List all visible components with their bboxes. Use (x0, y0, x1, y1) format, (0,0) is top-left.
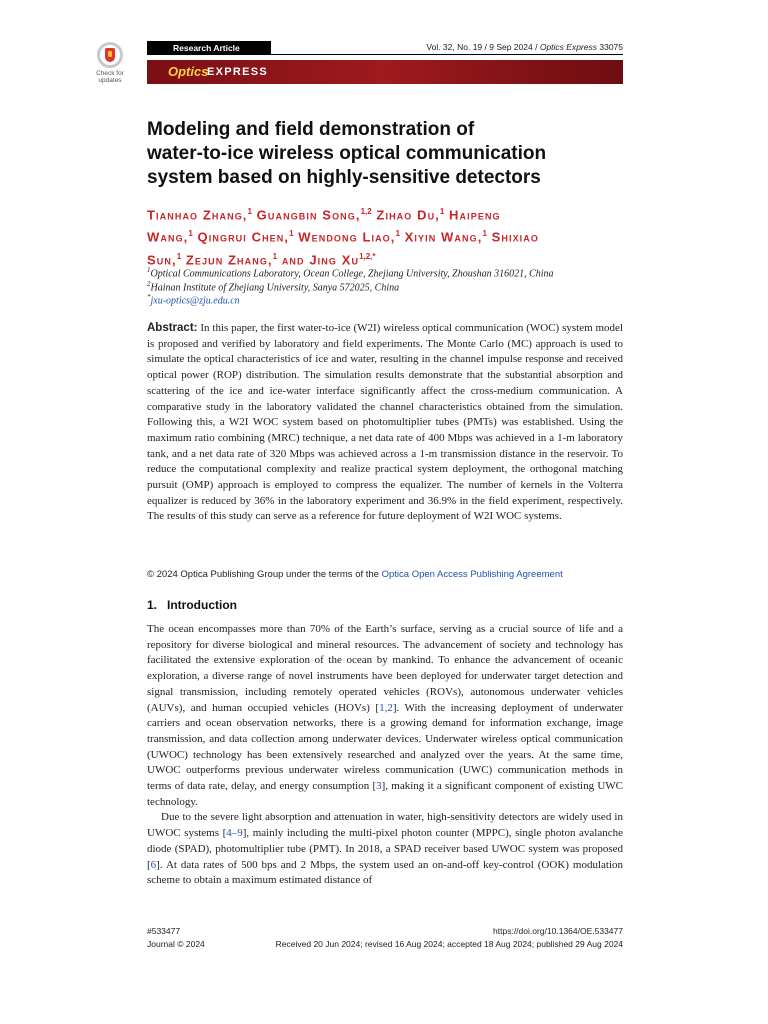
author-affil-mark: 1 (176, 251, 182, 261)
section-heading (147, 598, 237, 612)
affiliation-text: Optical Communications Laboratory, Ocean College, Zhejiang University, Zhoushan 316021, China (150, 268, 554, 280)
affiliation-mark: 1 (147, 266, 151, 274)
citation-link[interactable]: 6 (150, 858, 157, 871)
volume-info (426, 42, 623, 52)
open-access-link[interactable]: Optica Open Access Publishing Agreement (381, 569, 563, 580)
volume-text: Vol. 32, No. 19 / 9 Sep 2024 / (426, 42, 538, 52)
text-run: ]. With the increasing deployment of underwater carriers and ocean observation networks, there is a growing demand for information exchange, image transmission, and data collection among underwater devices. Underwater wireless optical communication (UWOC) technology has been extensively researched and analyzed over the years. At the same time, UWOC outperforms previous underwater wireless communication (UWC) communication methods in terms of data rate, delay, and energy consumption [ (147, 701, 623, 793)
citation-link[interactable]: 3 (376, 780, 382, 793)
copyright-line (147, 569, 627, 580)
logo-optics: Optics (168, 64, 209, 79)
title-line: Modeling and field demonstration of (147, 119, 475, 140)
author-affil-mark: 1 (188, 229, 193, 239)
text-run: ], mainly including the multi-pixel photon counter (MPPC), single photon avalanche diode (SPAD), photomultiplier tube (PMT). In 2018, a SPAD receiver based UWOC system was proposed [ (147, 827, 624, 871)
author-name: Shixiao (486, 229, 539, 245)
logo-express: EXPRESS (207, 66, 269, 78)
author-name: Wendong Liao, (293, 229, 396, 245)
section-number: 1. (147, 598, 158, 612)
section-title: Introduction (167, 598, 237, 612)
paragraph (147, 622, 623, 810)
author-affil-mark: 1 (482, 229, 487, 239)
abstract (147, 321, 623, 525)
text-run: ]. At data rates of 500 bps and 2 Mbps, the system used an on-and-off key-control (OOK) modulation scheme to obtain a maximum estimated distance of (147, 858, 623, 887)
journal-copyright: Journal © 2024 (147, 938, 205, 949)
author-name: Sun, (147, 251, 177, 267)
article-title (147, 118, 627, 190)
author-name: Haipeng (444, 207, 501, 223)
affiliation-text: Hainan Institute of Zhejiang University, Sanya 572025, China (150, 282, 400, 294)
author-affil-mark: 1 (272, 251, 278, 261)
email-link[interactable]: jxu-optics@zju.edu.cn (150, 295, 240, 307)
doi-link[interactable]: https://doi.org/10.1364/OE.533477 (493, 926, 623, 936)
citation-link[interactable]: 4–9 (226, 827, 243, 840)
header-strip (147, 41, 623, 55)
affiliation-mark: * (147, 293, 151, 301)
title-line: water-to-ice wireless optical communication (147, 143, 547, 164)
paragraph (147, 810, 623, 889)
badge-text-line2: updates (98, 77, 122, 84)
author-name: Wang, (147, 229, 189, 245)
author-name: Qingrui Chen, (192, 229, 290, 245)
citation-link[interactable]: 1,2 (379, 701, 393, 714)
author-affil-mark: 1 (289, 229, 294, 239)
author-affil-mark: 1,2 (360, 207, 372, 216)
text-run: The ocean encompasses more than 70% of the Earth’s surface, serving as a crucial source of life and a repository for diverse biological and mineral resources. The advancement of society and technology has facilitated the extensive exploration of the ocean by mankind. To enhance the advancement of oceanic exploration, a diverse range of novel instruments have been deployed for underwater target detection and signal transmission, including remotely operated vehicles (ROVs), autonomous underwater vehicles (AUVs), and human occupied vehicles (HOVs) [ (147, 623, 623, 714)
abstract-text: In this paper, the first water-to-ice (W2I) wireless optical communication (WOC) system model is proposed and verified by laboratory and field experiments. The Monte Carlo (MC) approach is used to simulate the optical characteristics of ice and water, resulting in the channel impulse response and received optical power (ROP) distribution. The simulation results demonstrate that the substantial absorption and scattering of the ice and ice-water interface significantly affect the cross-medium communication. A comparative study in the laboratory validated the channel characteristics obtained from the simulation. Following this, a W2I WOC system based on photomultiplier tubes (PMTs) was established. Using the maximum ratio combining (MRC) technique, a net data rate of 400 Mbps was achieved in a 1-m laboratory tank, and a net data rate of 320 Mbps was achieved across a 1-m transmission distance in the reservoir. To reduce the computational complexity and realize practical system deployment, the orthogonal matching pursuit (OMP) approach is employed to compress the equalizer. The number of kernels in the Volterra equalizer is reduced by 36% in the laboratory experiment and 36.9% in the field experiment, respectively. The results of this study can serve as a reference for future deployment of W2I WOC systems. (147, 322, 623, 523)
author-affil-mark: 1 (247, 207, 252, 216)
author-name: Zejun Zhang, (181, 251, 273, 267)
page-number: 33075 (599, 42, 623, 52)
body-text (147, 622, 623, 889)
text-run: Due to the severe light absorption and attenuation in water, high-sensitivity detectors are widely used in UWOC systems [ (147, 811, 623, 840)
badge-text-line1: Check for (96, 70, 124, 77)
author-name: Guangbin Song, (251, 207, 361, 223)
copyright-text: © 2024 Optica Publishing Group under the terms of the (147, 569, 379, 580)
author-affil-mark: 1 (395, 229, 400, 239)
author-affil-mark: 1 (439, 207, 445, 216)
check-for-updates-icon (97, 42, 123, 68)
author-list (147, 202, 627, 269)
journal-logo-bar (147, 60, 623, 84)
text-run: ], making it a significant component of existing UWC technology. (147, 780, 623, 808)
header-rule (271, 54, 623, 55)
author-name: and Jing Xu (277, 251, 360, 267)
article-type-label: Research Article (147, 41, 271, 55)
corresponding-email (147, 291, 627, 307)
title-line: system based on highly-sensitive detectors (147, 167, 541, 188)
journal-name: Optics Express (539, 42, 597, 52)
check-for-updates-badge[interactable] (90, 42, 130, 90)
article-id: #533477 (147, 926, 181, 936)
author-name: Xiyin Wang, (399, 229, 483, 245)
author-name: Tianhao Zhang, (147, 207, 248, 223)
page-footer (147, 925, 623, 951)
affiliation-mark: 2 (147, 280, 151, 288)
author-affil-mark: 1,2,* (359, 251, 376, 261)
author-name: Zihao Du, (371, 207, 440, 223)
abstract-label: Abstract: (147, 322, 198, 334)
publication-dates: Received 20 Jun 2024; revised 16 Aug 2024; accepted 18 Aug 2024; published 29 Aug 2024 (275, 938, 623, 949)
